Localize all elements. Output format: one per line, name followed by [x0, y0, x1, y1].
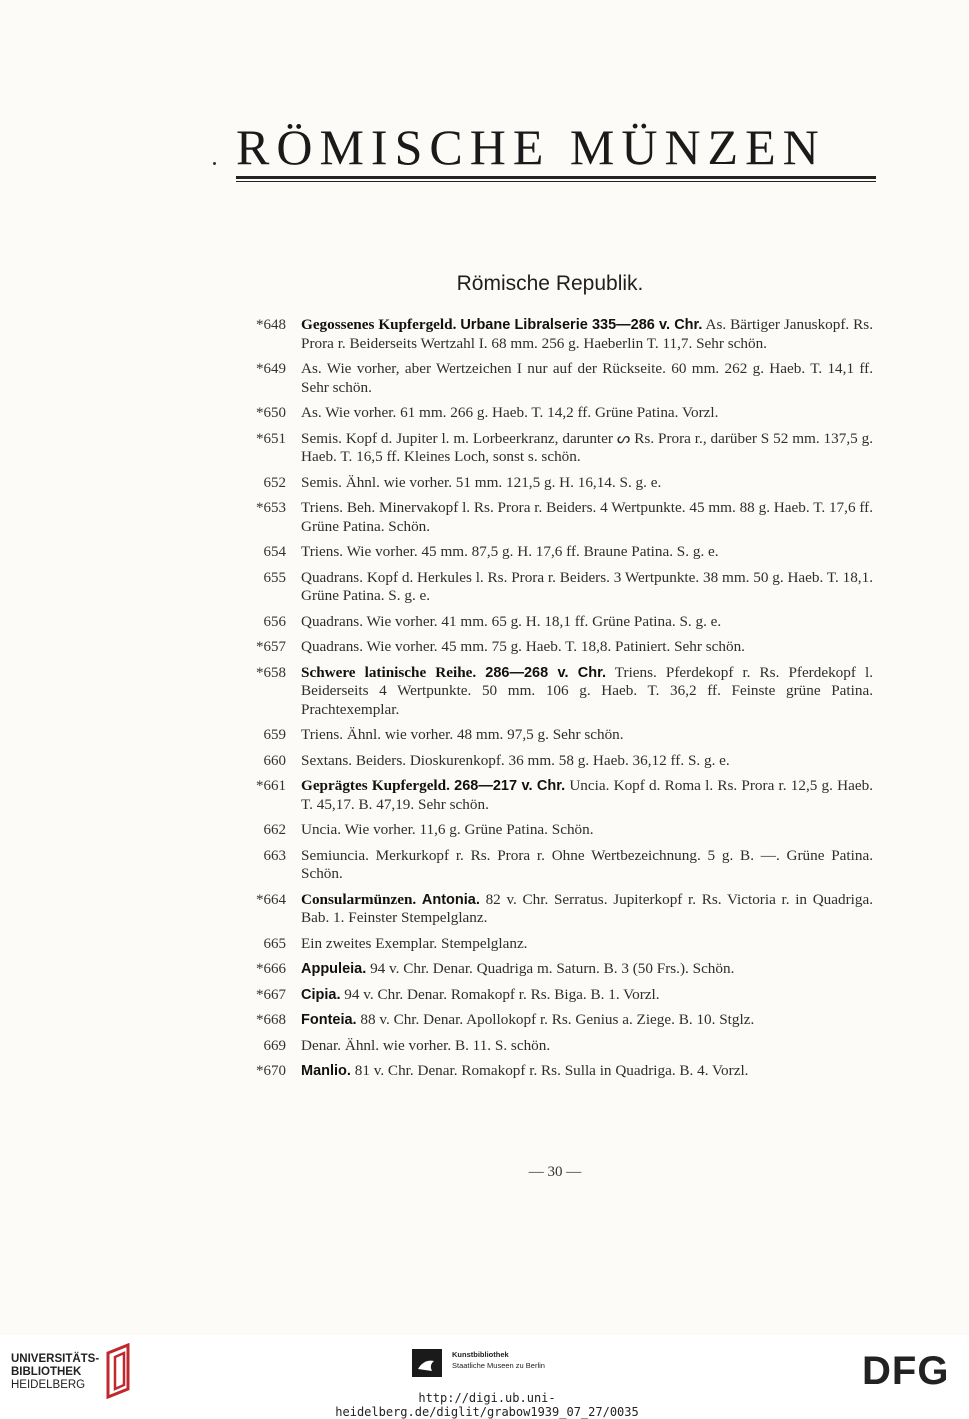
kunstbibliothek-logo-icon	[412, 1349, 442, 1377]
entry-text	[301, 404, 873, 423]
entry-subheading: Antonia.	[421, 891, 480, 908]
entry-description: Triens. Wie vorher. 45 mm. 87,5 g. H. 17,6 ff. Braune Patina. S. g. e.	[301, 543, 719, 560]
entry-text	[301, 986, 873, 1005]
entry-description: 88 v. Chr. Denar. Apollokopf r. Rs. Genius a. Ziege. B. 10. Stglz.	[360, 1011, 755, 1028]
catalog-entry	[240, 777, 880, 814]
entry-description: As. Wie vorher. 61 mm. 266 g. Haeb. T. 14,2 ff. Grüne Patina. Vorzl.	[301, 404, 719, 421]
entry-text	[301, 777, 873, 814]
entry-description: Triens. Ähnl. wie vorher. 48 mm. 97,5 g. Sehr schön.	[301, 726, 624, 743]
entry-number: *666	[256, 961, 286, 977]
entry-description: 94 v. Chr. Denar. Romakopf r. Rs. Biga. B. 1. Vorzl.	[344, 985, 660, 1003]
title-rule-thin	[236, 181, 876, 182]
entry-description: Quadrans. Kopf d. Herkules l. Rs. Prora r. Beiders. 3 Wertpunkte. 38 mm. 50 g. Haeb. T. 18,1. Grüne Patina. S. g. e.	[301, 568, 873, 604]
entry-text	[301, 316, 873, 353]
source-url[interactable]: http://digi.ub.uni-heidelberg.de/diglit/grabow1939_07_27/0035	[335, 1391, 639, 1419]
entry-number: *649	[256, 361, 286, 377]
entry-subheading: 268—217 v. Chr.	[454, 778, 566, 794]
entry-text	[301, 891, 873, 928]
entry-number: 652	[263, 474, 286, 491]
entry-text	[301, 430, 873, 467]
entry-number: *668	[256, 1012, 286, 1028]
catalog-entry	[240, 891, 880, 928]
entry-description: Ein zweites Exemplar. Stempelglanz.	[301, 934, 528, 952]
entry-description: As. Bärtiger Januskopf. Rs. Prora r. Beiderseits Wertzahl I. 68 mm. 256 g. Haeberlin T. 11,7. Sehr schön.	[301, 316, 873, 352]
entry-description: Uncia. Kopf d. Roma l. Rs. Prora r. 12,5 g. Haeb. T. 45,17. B. 47,19. Sehr schön.	[301, 777, 873, 813]
entry-description: 82 v. Chr. Serratus. Jupiterkopf r. Rs. Victoria r. in Quadriga. Bab. 1. Feinster Stempelglanz.	[301, 890, 874, 926]
catalog-entry	[240, 664, 880, 720]
ub-line-3: HEIDELBERG	[11, 1379, 86, 1391]
entry-number: 659	[263, 727, 286, 743]
ub-line-1: UNIVERSITÄTS-	[11, 1353, 100, 1365]
page-number: — 30 —	[528, 1164, 582, 1180]
catalog-entry	[240, 360, 880, 397]
entry-text	[301, 935, 873, 954]
catalog-entry	[240, 1062, 880, 1081]
entry-number: *667	[256, 986, 286, 1003]
catalog-entry	[240, 569, 880, 606]
entry-number: *648	[256, 317, 286, 333]
entry-number: 655	[263, 569, 286, 586]
catalog-entry	[240, 821, 880, 840]
catalog-entry	[240, 986, 880, 1005]
entry-number: *657	[256, 639, 286, 655]
entry-text	[301, 1037, 873, 1056]
entry-text	[301, 960, 873, 979]
entry-text	[301, 752, 873, 771]
catalog-entry	[240, 847, 880, 884]
catalog-entry	[240, 935, 880, 954]
catalog-entry	[240, 613, 880, 632]
entry-number: 656	[263, 613, 286, 630]
entry-text	[301, 543, 873, 562]
entry-number: *650	[256, 405, 286, 421]
entry-description: Semis. Ähnl. wie vorher. 51 mm. 121,5 g. H. 16,14. S. g. e.	[301, 473, 662, 491]
catalog-entry	[240, 430, 880, 467]
entry-number: *661	[256, 778, 286, 794]
catalog-entries	[240, 316, 880, 1088]
entry-number: *653	[256, 500, 286, 516]
entry-description: Denar. Ähnl. wie vorher. B. 11. S. schön.	[301, 1036, 551, 1054]
catalog-entry	[240, 638, 880, 657]
entry-description: Triens. Beh. Minervakopf l. Rs. Prora r. Beiders. 4 Wertpunkte. 45 mm. 88 g. Haeb. T. 17,6 ff. Grüne Patina. Schön.	[301, 499, 873, 535]
entry-subheading: Fonteia.	[301, 1012, 357, 1028]
entry-number: 669	[263, 1037, 286, 1054]
catalog-entry	[240, 752, 880, 771]
entry-description: 94 v. Chr. Denar. Quadriga m. Saturn. B. 3 (50 Frs.). Schön.	[370, 960, 735, 977]
entry-number: 654	[263, 544, 286, 560]
entry-description: Quadrans. Wie vorher. 41 mm. 65 g. H. 18,1 ff. Grüne Patina. S. g. e.	[301, 612, 722, 630]
ink-dot	[213, 162, 216, 165]
entry-subheading: 286—268 v. Chr.	[485, 664, 606, 681]
catalog-entry	[240, 726, 880, 745]
entry-number: 663	[263, 847, 286, 864]
entry-heading: Gegossenes Kupfergeld.	[301, 316, 457, 333]
entry-description: Quadrans. Wie vorher. 45 mm. 75 g. Haeb. T. 18,8. Patiniert. Sehr schön.	[301, 638, 745, 655]
catalog-entry	[240, 1037, 880, 1056]
catalog-entry	[240, 543, 880, 562]
entry-description: Semis. Kopf d. Jupiter l. m. Lorbeerkranz, darunter ᔕ Rs. Prora r., darüber S 52 mm. 137,5 g. Haeb. T. 16,5 ff. Kleines Loch, sonst s. schön.	[301, 429, 873, 465]
entry-description: Sextans. Beiders. Dioskurenkopf. 36 mm. 58 g. Haeb. 36,12 ff. S. g. e.	[301, 751, 730, 769]
catalog-entry	[240, 404, 880, 423]
entry-subheading: Cipia.	[301, 986, 341, 1003]
entry-text	[301, 499, 873, 536]
entry-text	[301, 847, 873, 884]
entry-number: 665	[263, 935, 286, 952]
entry-description: Triens. Pferdekopf r. Rs. Pferdekopf l. Beiderseits 4 Wertpunkte. 50 mm. 106 g. Haeb. T. 36,2 ff. Feinste grüne Patina. Prachtexemplar.	[301, 663, 873, 718]
catalog-entry	[240, 474, 880, 493]
page-title: RÖMISCHE MÜNZEN	[236, 119, 826, 175]
entry-number: 660	[263, 752, 286, 769]
catalog-entry	[240, 316, 880, 353]
kb-line-1: Kunstbibliothek	[452, 1350, 509, 1359]
entry-description: 81 v. Chr. Denar. Romakopf r. Rs. Sulla in Quadriga. B. 4. Vorzl.	[354, 1062, 749, 1079]
entry-description: As. Wie vorher, aber Wertzeichen I nur auf der Rückseite. 60 mm. 262 g. Haeb. T. 14,1 ff. Sehr schön.	[301, 360, 873, 396]
catalog-entry	[240, 960, 880, 979]
entry-text	[301, 474, 873, 493]
entry-number: *664	[256, 891, 286, 908]
section-heading: Römische Republik.	[456, 272, 644, 295]
title-rule-thick	[236, 176, 876, 179]
entry-text	[301, 638, 873, 657]
entry-description: Semiuncia. Merkurkopf r. Rs. Prora r. Ohne Wertbezeichnung. 5 g. B. —. Grüne Patina. Schön.	[301, 846, 873, 882]
entry-number: *658	[256, 664, 286, 681]
entry-subheading: Manlio.	[301, 1063, 351, 1079]
dfg-logo: DFG	[862, 1349, 950, 1393]
entry-text	[301, 821, 873, 840]
ub-heidelberg-logo-icon	[100, 1343, 136, 1399]
entry-text	[301, 726, 873, 745]
entry-text	[301, 360, 873, 397]
catalog-entry	[240, 1011, 880, 1030]
entry-text	[301, 1062, 873, 1081]
entry-description: Uncia. Wie vorher. 11,6 g. Grüne Patina. Schön.	[301, 821, 594, 838]
entry-subheading: Urbane Libralserie 335—286 v. Chr.	[460, 317, 703, 333]
kb-line-2: Staatliche Museen zu Berlin	[452, 1361, 545, 1370]
kunstbibliothek-label	[452, 1349, 592, 1371]
entry-number: 662	[263, 822, 286, 838]
entry-heading: Consularmünzen.	[301, 890, 417, 908]
catalog-entry	[240, 499, 880, 536]
entry-text	[301, 569, 873, 606]
entry-subheading: Appuleia.	[301, 961, 367, 977]
entry-text	[301, 664, 873, 720]
ub-heidelberg-label	[11, 1353, 111, 1392]
entry-heading: Geprägtes Kupfergeld.	[301, 777, 450, 794]
entry-heading: Schwere latinische Reihe.	[301, 663, 477, 681]
entry-text	[301, 1011, 873, 1030]
entry-number: *651	[256, 430, 286, 447]
ub-line-2: BIBLIOTHEK	[11, 1366, 82, 1378]
entry-text	[301, 613, 873, 632]
entry-number: *670	[256, 1063, 286, 1079]
